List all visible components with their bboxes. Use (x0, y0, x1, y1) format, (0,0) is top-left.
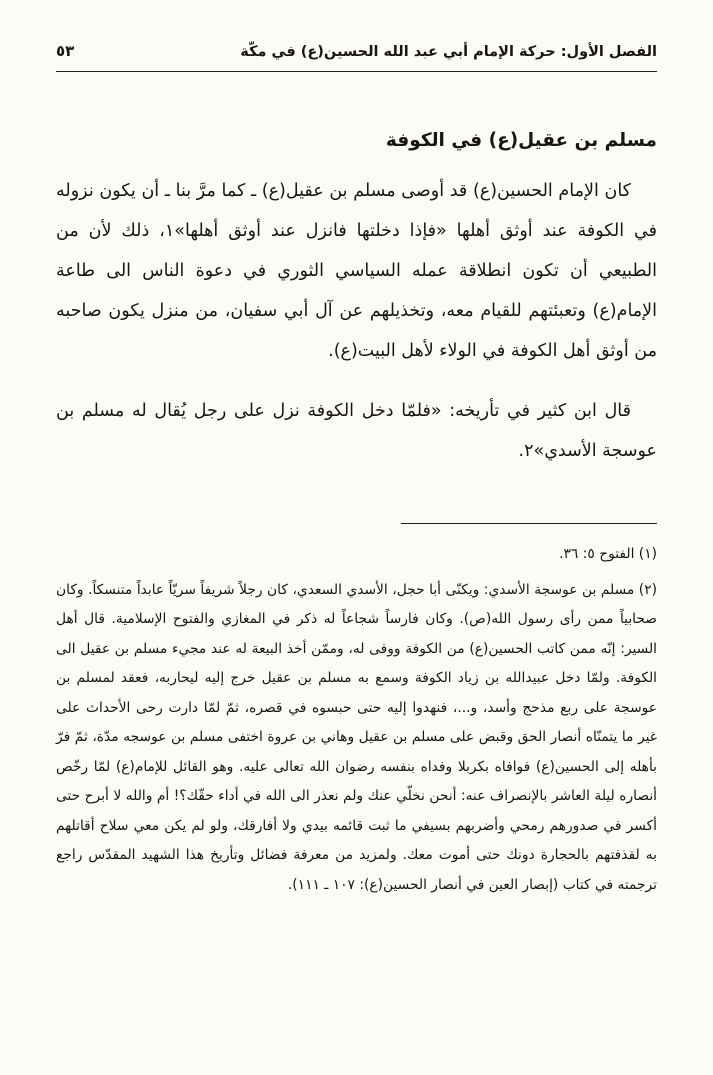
body-paragraph: كان الإمام الحسين(ع) قد أوصى مسلم بن عقيل(ع) ـ كما مرَّ بنا ـ أن يكون نزوله في الكوفة عند أوثق أهلها «فإذا دخلتها فانزل عند أوثق أهلها»١، ذلك لأن من الطبيعي أن تكون انطلاقة عمله السياسي الثوري في دعوة الناس الى طاعة الإمام(ع) وتعبئتهم للقيام معه، وتخذيلهم عن آل أبي سفيان، من منزل يكون صاحبه من أوثق أهل الكوفة في الولاء لأهل البيت(ع). (56, 181, 657, 361)
footnote-2: (٢) مسلم بن عوسجة الأسدي: ويكنّى أبا حجل، الأسدي السعدي، كان رجلاً شريفاً سريّاً عابداً متنسكاً. وكان صحابياً ممن رأى رسول الله(ص). وكان فارساً شجاعاً له ذكر في المغازي والفتوح الإسلامية. قال أهل السير: إنّه ممن كاتب الحسين(ع) من الكوفة ووفى له، وممّن أخذ البيعة له عند مجيء مسلم بن عقيل الى الكوفة. ولمّا دخل عبيدالله بن زياد الكوفة وسمع به مسلم بن عقيل خرج إليه ليحاربه، فعقد لمسلم بن عوسجة على ربع مذحج وأسد، و...، فنهدوا إليه حتى حبسوه في قصره، ثمّ لمّا دارت رحى الأحداث على غير ما يتمنّاه أنصار الحق وقبض على مسلم بن عقيل وهاني بن عروة اختفى مسلم بن عوسجه مدّة، ثمّ فرّ بأهله إلى الحسين(ع) فوافاه بكربلا وفداه بنفسه رضوان الله تعالى عليه. وهو القائل للإمام(ع) لمّا رخّص أنصاره ليلة العاشر بالإنصراف عنه: أنحن نخلّي عنك ولم نعذر الى الله في أداء حقّك؟! أم والله لا أبرح حتى أكسر في صدورهم رمحي وأضربهم بسيفي ما ثبت قائمه بيدي ولا أفارقك، ولو لم يكن معي سلاح أقاتلهم به لقذفتهم بالحجارة دونك حتى أموت معك. ولمزيد من معرفة فضائل وتأريخ هذا الشهيد المقدّس راجع ترجمته في كتاب (إبصار العين في أنصار الحسين(ع): ١٠٧ ـ ١١١). (56, 581, 657, 893)
footnote-divider (401, 523, 657, 524)
footnote-1: (١) الفتوح ٥: ٣٦. (559, 546, 657, 562)
body-paragraph: قال ابن كثير في تأريخه: «فلمّا دخل الكوفة نزل على رجل يُقال له مسلم بن عوسجة الأسدي»٢. (56, 401, 657, 461)
footnotes-section (56, 540, 657, 900)
section-heading: مسلم بن عقيل(ع) في الكوفة (385, 130, 657, 151)
page-header (56, 42, 657, 72)
body-text (56, 171, 657, 471)
page-number: ٥٣ (56, 42, 75, 60)
chapter-running-title: الفصل الأول: حركة الإمام أبي عبد الله الحسين(ع) في مكّة (240, 44, 657, 60)
